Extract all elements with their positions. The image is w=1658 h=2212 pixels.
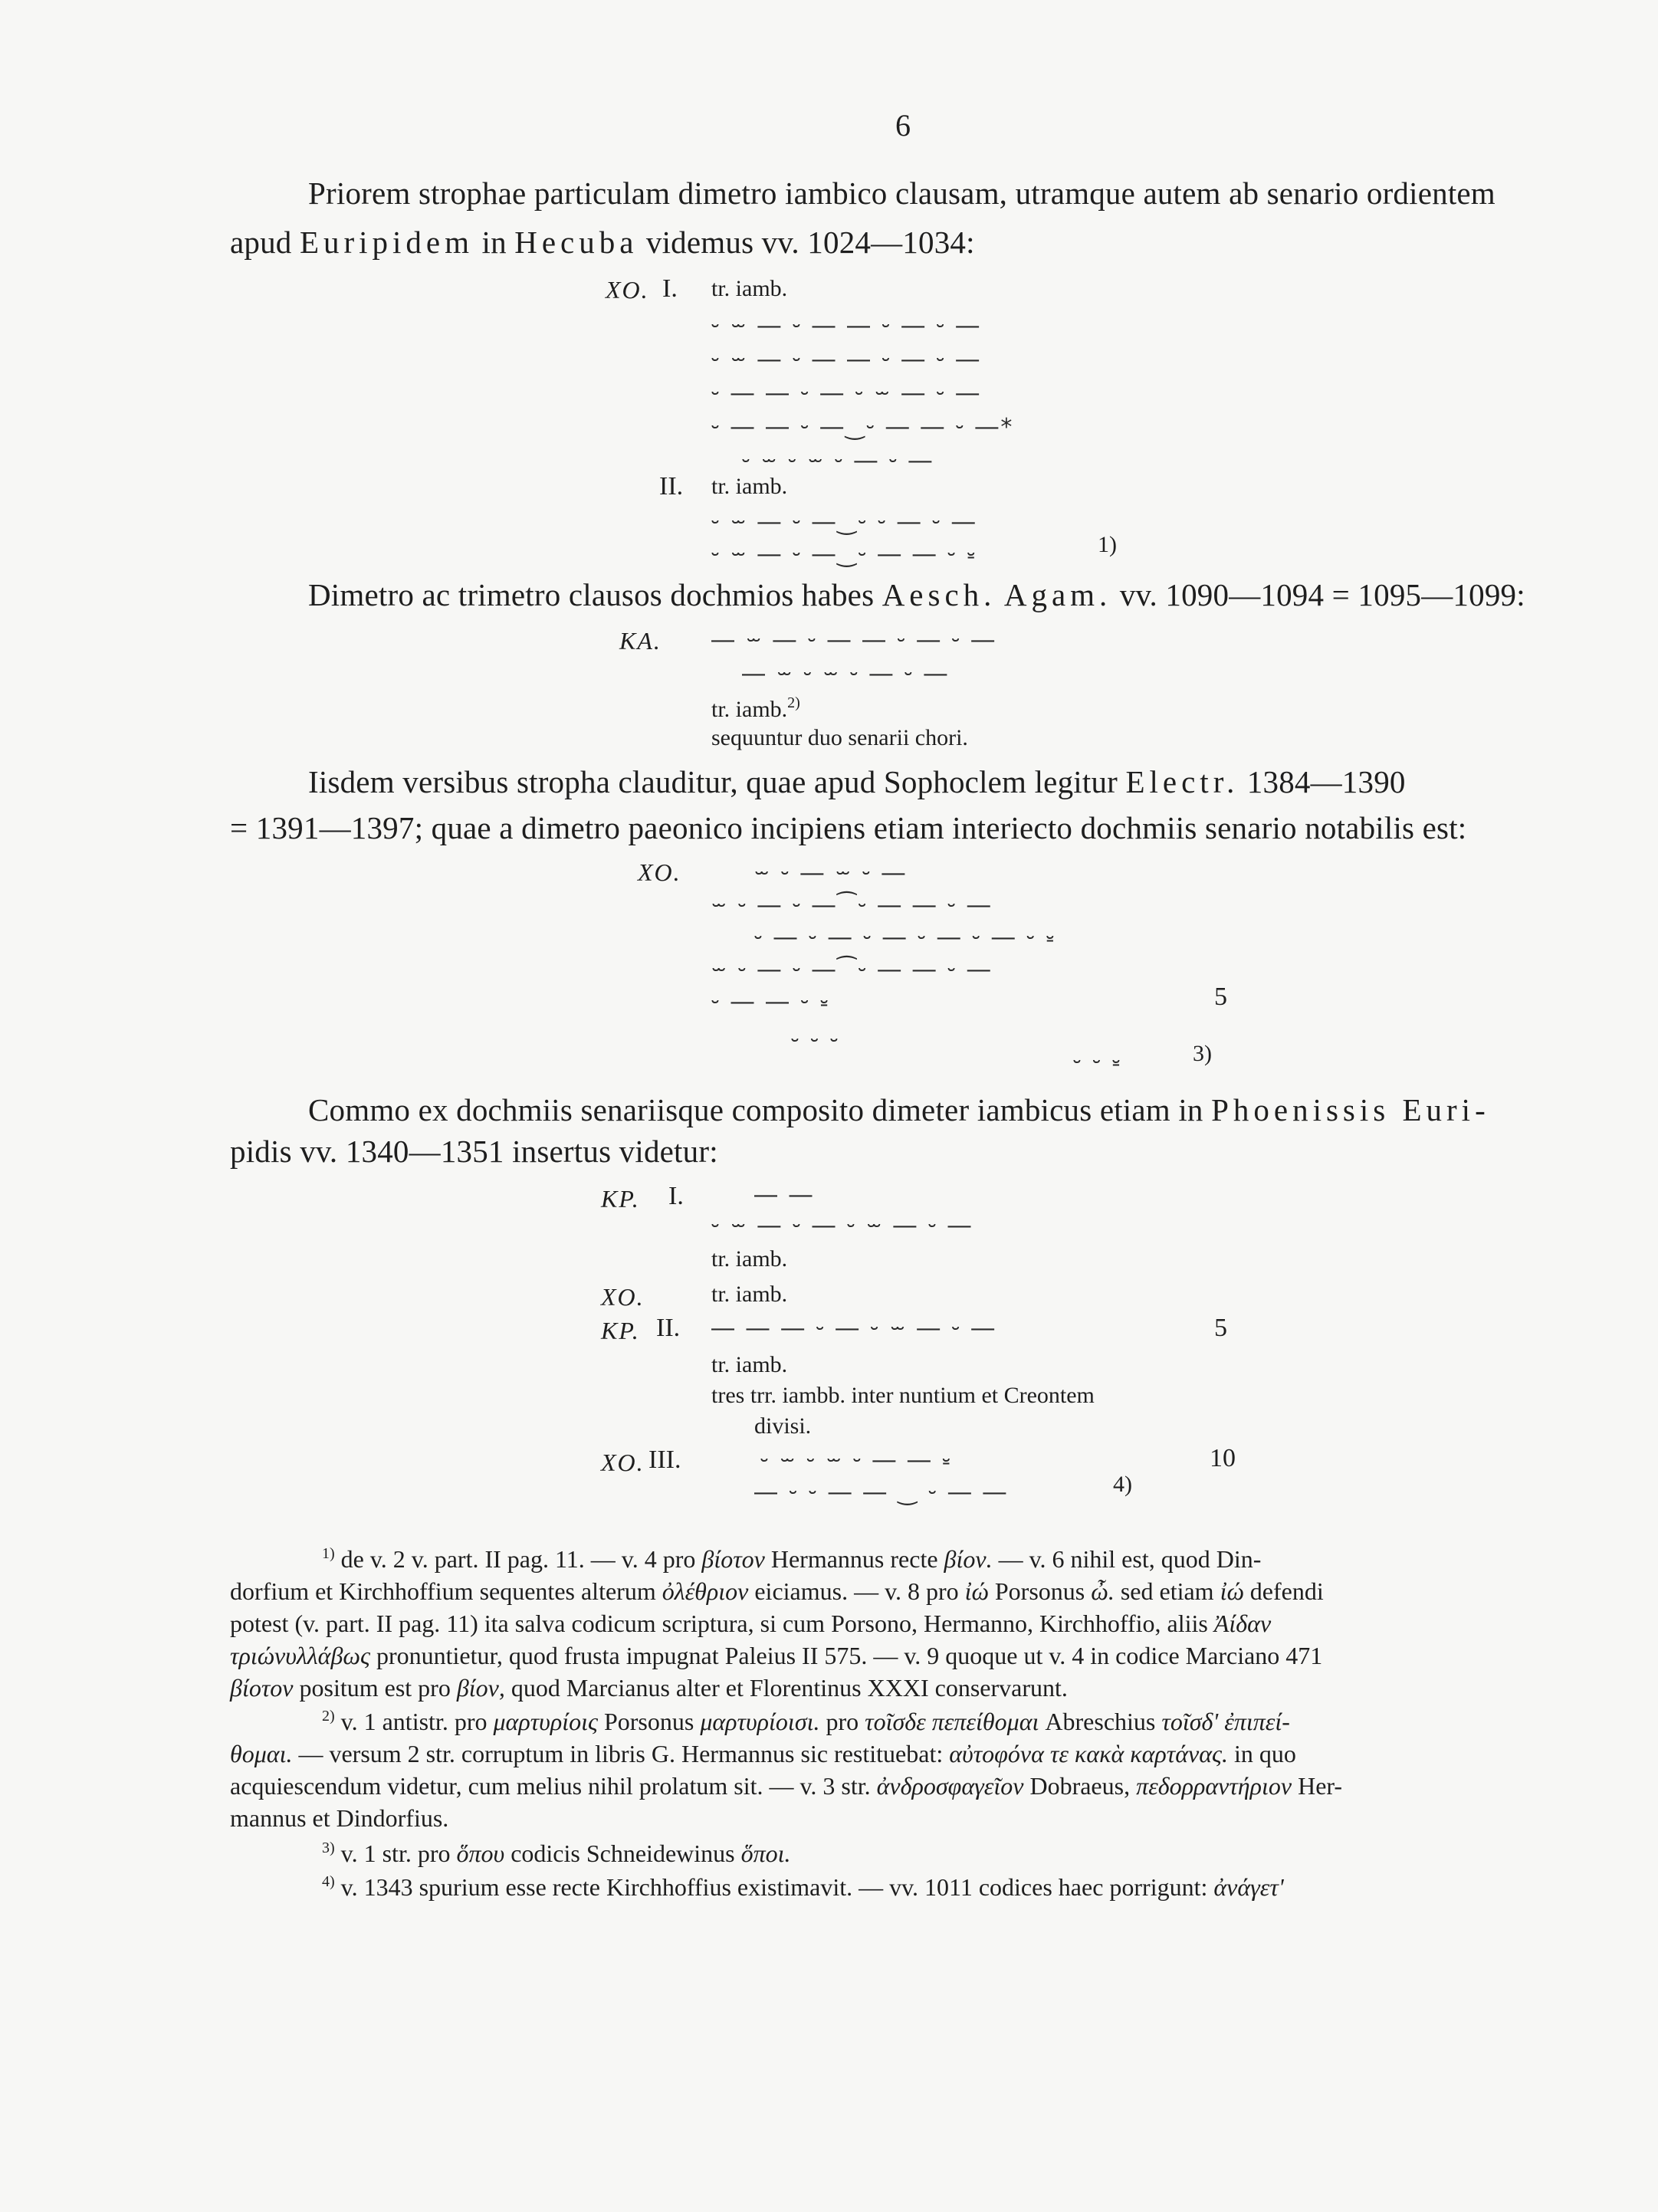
- footnote-text: v. 1343 spurium esse recte Kirchhoffius existimavit. — vv. 1011 codices haec porrigunt:: [334, 1873, 1214, 1901]
- scheme1-speaker: ΧΟ.: [606, 276, 649, 304]
- scheme4-kr2-part: II.: [656, 1314, 681, 1342]
- intro3-pre: Iisdem versibus stropha clauditur, quae apud Sophoclem legitur: [308, 764, 1126, 799]
- scheme3-speaker: ΧΟ.: [638, 858, 681, 886]
- footnote-text: mannus et Dindorfius.: [230, 1804, 449, 1832]
- footnote-text: Porsonus: [988, 1577, 1092, 1605]
- footnote-text: acquiescendum videtur, cum melius nihil prolatum sit. — v. 3 str.: [230, 1772, 877, 1800]
- scheme1-row: ⏑ ⏖ ― ⏑ ― ― ⏑ ― ⏑ ―: [711, 346, 982, 373]
- footnote-text: positum est pro: [293, 1674, 457, 1702]
- scheme3-row: ⏑ ― ⏑ ― ⏑ ― ⏑ ― ⏑ ― ⏑ ⏓: [754, 924, 1056, 951]
- footnote-text: Hermannus recte: [764, 1545, 944, 1573]
- footnote-text: dorfium et Kirchhoffium sequentes alterum: [230, 1577, 662, 1605]
- scheme3-row: ⏖ ⏑ ― ⏖ ⏑ ―: [754, 860, 908, 887]
- intro2-author: Aesch.: [882, 577, 996, 612]
- scheme4-row: ― ―: [754, 1182, 815, 1209]
- scheme1-footnote-mark: 1): [1098, 532, 1117, 557]
- scheme3-verse-number: 5: [1214, 983, 1227, 1011]
- intro1-post: videmus vv. 1024—1034:: [638, 225, 975, 260]
- scheme2-footnote-mark: 2): [787, 694, 800, 711]
- intro1-line2: [230, 224, 975, 261]
- footnote-2-line: [230, 1740, 1296, 1768]
- scheme4-kr2-speaker: ΚΡ.: [601, 1317, 640, 1344]
- scheme4-verse-number: 5: [1214, 1314, 1227, 1342]
- footnote-text: codicis Schneidewinus: [504, 1840, 741, 1867]
- footnote-greek: ἰώ: [964, 1577, 989, 1605]
- footnote-1-line: [230, 1577, 1324, 1606]
- footnote-text: — versum 2 str. corruptum in libris G. Hermannus sic restituebat:: [292, 1740, 950, 1767]
- footnote-greek: αὐτοφόνα τε κακὰ καρτάνας.: [949, 1740, 1228, 1767]
- scheme4-kr1-note: tr. iamb.: [711, 1246, 788, 1272]
- scheme4-kr2-note2: tres trr. iambb. inter nuntium et Creontem: [711, 1383, 1095, 1408]
- footnote-2-line: [230, 1772, 1342, 1800]
- footnote-3-mark: 3): [322, 1840, 335, 1856]
- footnote-text: pro: [819, 1708, 865, 1735]
- intro1-work: Hecuba: [514, 225, 639, 260]
- footnote-text: v. 1 str. pro: [334, 1840, 457, 1867]
- footnote-1-mark: 1): [322, 1545, 335, 1562]
- scheme3-row: ⏑ ― ― ⏑ ⏓: [711, 989, 831, 1016]
- scheme2-note2: sequuntur duo senarii chori.: [711, 725, 968, 750]
- intro4-pre: Commo ex dochmiis senariisque composito dimeter iambicus etiam in: [308, 1092, 1212, 1127]
- scheme2-row: ― ⏖ ⏑ ⏖ ⏑ ― ⏑ ―: [742, 661, 950, 688]
- scheme2-note-text: tr. iamb.: [711, 697, 788, 722]
- scheme2-speaker: ΚΑ.: [619, 627, 662, 655]
- scheme3-row-tail: ⏑ ⏑ ⏓: [1073, 1049, 1123, 1075]
- scheme4-kr2-note3: divisi.: [754, 1413, 812, 1439]
- scheme1-part2-note: tr. iamb.: [711, 474, 788, 499]
- intro4-line1: [308, 1091, 1490, 1128]
- scheme4-kr1-part: I.: [668, 1182, 684, 1210]
- footnote-greek: τριώνυλλάβως: [230, 1642, 370, 1669]
- scheme4-row: ― ― ― ⏑ ― ⏑ ⏖ ― ⏑ ―: [711, 1315, 997, 1342]
- scheme4-kr2-note1: tr. iamb.: [711, 1352, 788, 1377]
- footnote-4-mark: 4): [322, 1873, 335, 1890]
- footnote-1-line: [322, 1545, 1261, 1574]
- scheme4-xo3-part: III.: [648, 1446, 681, 1474]
- footnote-greek: θομαι.: [230, 1740, 293, 1767]
- scheme4-row: ⏑ ⏖ ― ⏑ ― ⏑ ⏖ ― ⏑ ―: [711, 1213, 973, 1239]
- footnote-text: Porsonus: [597, 1708, 701, 1735]
- scheme1-row: ⏑ ⏖ ⏑ ⏖ ⏑ ― ⏑ ―: [742, 448, 934, 474]
- footnote-greek: πεδορραντήριον: [1136, 1772, 1292, 1800]
- intro1-line1: Priorem strophae particulam dimetro iambico clausam, utramque autem ab senario ordientem: [308, 176, 1495, 211]
- footnote-text: in quo: [1227, 1740, 1296, 1767]
- footnote-text: pronuntietur, quod frusta impugnat Paleius II 575. — v. 9 quoque ut v. 4 in codice Marciano 471: [369, 1642, 1323, 1669]
- footnote-1-line: [230, 1610, 1271, 1638]
- footnote-greek: τοῖσδε πεπείθομαι: [865, 1708, 1039, 1735]
- scheme4-row: ― ⏑ ⏑ ― ― ‿ ⏑ ― ―: [754, 1479, 1009, 1506]
- footnote-greek: βίον,: [456, 1674, 505, 1702]
- intro2-work: Agam.: [1003, 577, 1112, 612]
- scheme4-row: ⏑ ⏖ ⏑ ⏖ ⏑ ― ― ⏓: [760, 1447, 953, 1474]
- scheme1-row: ⏑ ― ― ⏑ ―‿⏑ ― ― ⏑ ―*: [711, 414, 1015, 441]
- scheme1-row: ⏑ ― ― ⏑ ― ⏑ ⏖ ― ⏑ ―: [711, 380, 982, 407]
- scheme4-xo1-note: tr. iamb.: [711, 1282, 788, 1307]
- footnote-greek: ὀλέθριον: [662, 1577, 749, 1605]
- footnote-text: Her-: [1292, 1772, 1343, 1800]
- intro4-author: Euri-: [1390, 1092, 1490, 1127]
- intro3-line2: = 1391—1397; quae a dimetro paeonico incipiens etiam interiecto dochmiis senario notabilis est:: [230, 810, 1467, 845]
- footnote-1-line: [230, 1642, 1322, 1670]
- footnote-greek: μαρτυρίοισι.: [700, 1708, 820, 1735]
- footnote-greek: ἰώ: [1220, 1577, 1244, 1605]
- scheme4-xo3-speaker: ΧΟ.: [601, 1449, 645, 1476]
- footnote-text: eiciamus. — v. 8 pro: [748, 1577, 965, 1605]
- footnote-text: defendi: [1243, 1577, 1324, 1605]
- intro3-post: 1384—1390: [1239, 764, 1406, 799]
- intro1-pre: apud: [230, 225, 300, 260]
- intro4-work: Phoenissis: [1211, 1092, 1390, 1127]
- scheme4-xo1-speaker: ΧΟ.: [601, 1283, 645, 1311]
- intro4-line2: pidis vv. 1340—1351 insertus videtur:: [230, 1134, 718, 1169]
- footnote-3-line: [322, 1840, 791, 1868]
- footnote-2-line: [230, 1804, 448, 1833]
- intro2-pre: Dimetro ac trimetro clausos dochmios habes: [308, 577, 882, 612]
- scheme3-row: ⏖ ⏑ ― ⏑ ―⁀⏑ ― ― ⏑ ―: [711, 957, 993, 983]
- scheme1-part1-note: tr. iamb.: [711, 276, 788, 301]
- footnote-greek: ὅποι.: [740, 1840, 791, 1867]
- scheme4-kr1-speaker: ΚΡ.: [601, 1185, 640, 1213]
- scheme4-footnote-mark: 4): [1113, 1472, 1132, 1497]
- scheme1-part2: II.: [659, 472, 684, 500]
- footnote-text: sed etiam: [1114, 1577, 1220, 1605]
- intro2-line: [308, 576, 1525, 613]
- footnote-greek: μαρτυρίοις: [493, 1708, 598, 1735]
- footnote-text: v. 1 antistr. pro: [334, 1708, 494, 1735]
- intro1-author: Euripidem: [299, 225, 474, 260]
- scheme1-part1: I.: [662, 274, 678, 303]
- footnote-text: de v. 2 v. part. II pag. 11. — v. 4 pro: [334, 1545, 702, 1573]
- footnote-greek: ἀνδροσφαγεῖον: [876, 1772, 1024, 1800]
- intro3-line1: [308, 763, 1406, 800]
- intro1-mid: in: [474, 225, 515, 260]
- scheme2-row: ― ⏖ ― ⏑ ― ― ⏑ ― ⏑ ―: [711, 627, 997, 654]
- footnote-text: potest (v. part. II pag. 11) ita salva codicum scriptura, si cum Porsono, Hermanno, Kirchhoffio, aliis: [230, 1610, 1214, 1637]
- scheme1-row: ⏑ ⏖ ― ⏑ ―‿⏑ ⏑ ― ⏑ ―: [711, 509, 977, 536]
- intro3-work: Electr.: [1125, 764, 1239, 799]
- footnote-greek: ὅπου: [456, 1840, 505, 1867]
- footnote-greek: ἀνάγετ': [1213, 1873, 1284, 1901]
- scheme3-row: ⏑ ⏑ ⏑: [791, 1027, 841, 1054]
- footnote-text: Abreschius: [1039, 1708, 1162, 1735]
- footnote-greek: ὦ.: [1091, 1577, 1115, 1605]
- footnote-text: — v. 6 nihil est, quod Din-: [992, 1545, 1262, 1573]
- footnote-4-line: [322, 1873, 1284, 1902]
- footnote-greek: βίον.: [944, 1545, 993, 1573]
- footnote-2-line: [322, 1708, 1290, 1736]
- page-number: 6: [895, 108, 911, 143]
- footnote-text: quod Marcianus alter et Florentinus XXXI conservarunt.: [504, 1674, 1068, 1702]
- footnote-greek: Ἀίδαν: [1213, 1610, 1272, 1637]
- footnote-greek: βίοτον: [230, 1674, 294, 1702]
- intro2-post: vv. 1090—1094 = 1095—1099:: [1111, 577, 1525, 612]
- scheme2-note: [711, 694, 800, 723]
- scheme3-footnote-mark: 3): [1193, 1041, 1212, 1066]
- scheme1-row: ⏑ ⏖ ― ⏑ ―‿⏑ ― ― ⏑ ⏓: [711, 541, 977, 568]
- footnote-greek: βίοτον: [701, 1545, 765, 1573]
- footnote-greek: τοῖσδ' ἐπιπεί-: [1161, 1708, 1290, 1735]
- footnote-1-line: [230, 1674, 1068, 1702]
- scheme1-row: ⏑ ⏖ ― ⏑ ― ― ⏑ ― ⏑ ―: [711, 313, 982, 340]
- scheme4-verse-number: 10: [1210, 1444, 1236, 1472]
- footnote-2-mark: 2): [322, 1708, 335, 1725]
- scheme3-row: ⏖ ⏑ ― ⏑ ―⁀⏑ ― ― ⏑ ―: [711, 892, 993, 919]
- footnote-text: Dobraeus,: [1023, 1772, 1137, 1800]
